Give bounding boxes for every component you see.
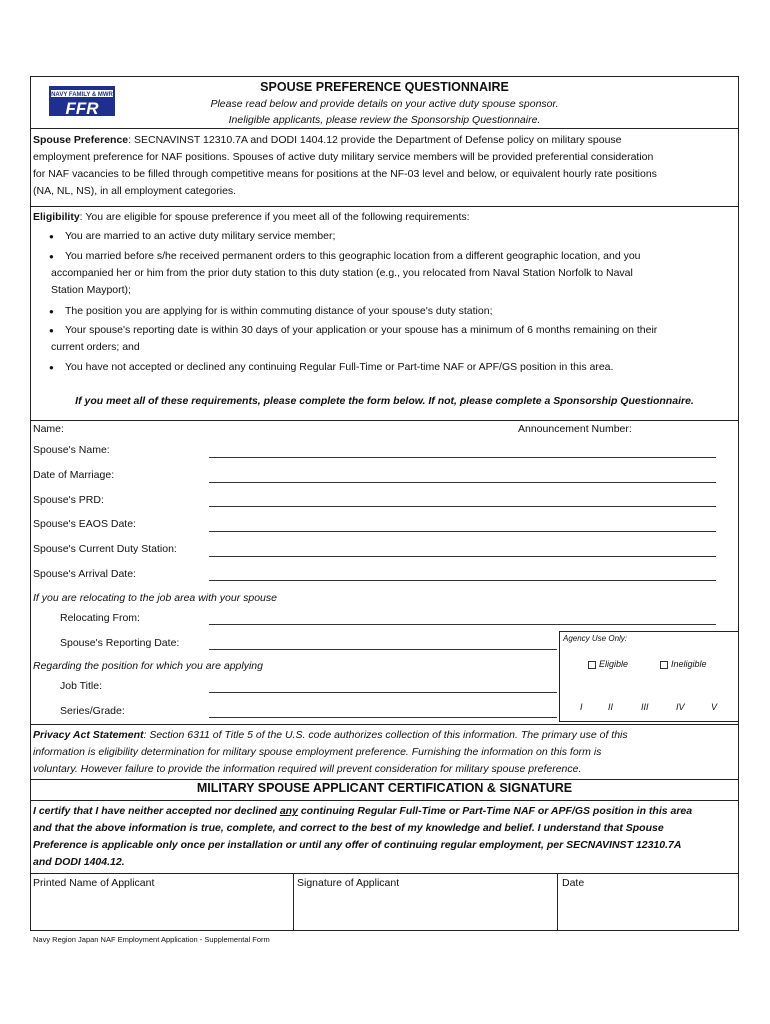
eligibility-bullet: ● You are married to an active duty military service member; [51, 228, 736, 245]
spouse-name-field[interactable] [209, 457, 716, 458]
divider [30, 128, 739, 129]
spouse-prd-label: Spouse's PRD: [33, 494, 104, 506]
divider [30, 420, 739, 421]
series-grade-label: Series/Grade: [60, 705, 125, 717]
agency-use-box [559, 631, 739, 722]
announcement-number-label: Announcement Number: [518, 423, 632, 435]
checkbox-icon [660, 661, 668, 669]
divider [30, 206, 739, 207]
spouse-preference-label: Spouse Preference [33, 134, 129, 146]
signature-label: Signature of Applicant [297, 877, 400, 889]
date-of-marriage-label: Date of Marriage: [33, 469, 115, 481]
relocating-note: If you are relocating to the job area with your spouse [33, 592, 277, 604]
spouse-prd-field[interactable] [209, 506, 716, 507]
svg-text:FFR: FFR [65, 99, 99, 116]
eligibility-bullet: ● You married before s/he received permanent orders to this geographic location from a different geographic location, and you accompanied her or him from the prior duty station to this duty station (e.g., you relocated from Naval Station Norfolk to Naval Station Mayport); [51, 248, 736, 299]
certification-text: I certify that I have neither accepted nor declined any continuing Regular Full-Time or Part-Time NAF or APF/GS position in this area and that the above information is true, complete, and correct to the best of my knowledge and belief. I understand that Spouse Preference is applicable only once per installation or until any offer of continuing regular employment, per SECNAVINST 12310.7A and DODI 1404.12. [33, 805, 693, 868]
ineligible-option[interactable]: Ineligible [660, 659, 707, 669]
job-title-field[interactable] [209, 692, 557, 693]
eligibility-bullet: ● You have not accepted or declined any continuing Regular Full-Time or Part-time NAF or APF/GS position in this area. [51, 359, 736, 376]
level-option[interactable]: III [641, 702, 649, 712]
instructions: Ineligible applicants, please review the Sponsorship Questionnaire. [228, 114, 541, 126]
eligibility-label: Eligibility [33, 211, 80, 223]
spouse-eaos-field[interactable] [209, 531, 716, 532]
arrival-date-label: Spouse's Arrival Date: [33, 568, 136, 580]
svg-text:NAVY FAMILY & MWR: NAVY FAMILY & MWR [51, 92, 113, 98]
reporting-date-label: Spouse's Reporting Date: [60, 637, 180, 649]
requirements-note: If you meet all of these requirements, please complete the form below. If not, please complete a Sponsorship Questionnaire. [75, 395, 694, 407]
level-option[interactable]: I [580, 702, 583, 712]
eligibility-bullet: ● Your spouse's reporting date is within 30 days of your application or your spouse has a minimum of 6 months remaining on their current orders; and [51, 322, 736, 356]
duty-station-label: Spouse's Current Duty Station: [33, 543, 177, 555]
signature-field[interactable] [294, 873, 557, 931]
relocating-from-label: Relocating From: [60, 612, 140, 624]
date-label: Date [562, 877, 585, 889]
divider [30, 800, 739, 801]
instructions: Please read below and provide details on your active duty spouse sponsor. [210, 98, 559, 110]
eligibility-bullet: ● The position you are applying for is within commuting distance of your spouse's duty station; [51, 303, 736, 320]
eligible-option[interactable]: Eligible [588, 659, 628, 669]
arrival-date-field[interactable] [209, 580, 716, 581]
certification-title: MILITARY SPOUSE APPLICANT CERTIFICATION & SIGNATURE [196, 781, 573, 795]
checkbox-icon [588, 661, 596, 669]
position-note: Regarding the position for which you are applying [33, 660, 263, 672]
level-option[interactable]: II [608, 702, 614, 712]
divider [30, 779, 739, 780]
printed-name-label: Printed Name of Applicant [33, 877, 155, 889]
form-title: SPOUSE PREFERENCE QUESTIONNAIRE [260, 80, 509, 94]
printed-name-field[interactable] [30, 873, 293, 931]
series-grade-field[interactable] [209, 717, 557, 718]
divider [30, 724, 739, 725]
date-of-marriage-field[interactable] [209, 482, 716, 483]
level-option[interactable]: V [711, 702, 718, 712]
spouse-preference-paragraph: Spouse Preference: SECNAVINST 12310.7A and DODI 1404.12 provide the Department of Defense policy on military spouse employment preference for NAF positions. Spouses of active duty military service members will be provided preferential consideration for NAF vacancies to be filled through competitive means for positions at the NF-03 level and below, or equivalent hourly rate positions (NA, NL, NS), in all employment categories. [33, 134, 657, 197]
agency-use-header: Agency Use Only: [563, 634, 628, 643]
privacy-act-statement: Privacy Act Statement: Section 6311 of Title 5 of the U.S. code authorizes collection of this information. The primary use of this information is eligibility determination for military spouse employment preference. Furnishing the information on this form is voluntary. However failure to provide the information required will prevent consideration for military spouse preference. [33, 729, 628, 775]
footer: Navy Region Japan NAF Employment Application - Supplemental Form [33, 935, 270, 944]
spouse-eaos-label: Spouse's EAOS Date: [33, 518, 136, 530]
date-field[interactable] [558, 873, 738, 931]
level-option[interactable]: IV [676, 702, 685, 712]
relocating-from-field[interactable] [209, 624, 716, 625]
privacy-act-label: Privacy Act Statement [33, 729, 144, 741]
duty-station-field[interactable] [209, 556, 716, 557]
reporting-date-field[interactable] [209, 649, 557, 650]
name-label: Name: [33, 423, 64, 435]
job-title-label: Job Title: [60, 680, 103, 692]
spouse-name-label: Spouse's Name: [33, 444, 110, 456]
eligibility-intro: Eligibility: You are eligible for spouse preference if you meet all of the following requirements: [33, 211, 470, 223]
